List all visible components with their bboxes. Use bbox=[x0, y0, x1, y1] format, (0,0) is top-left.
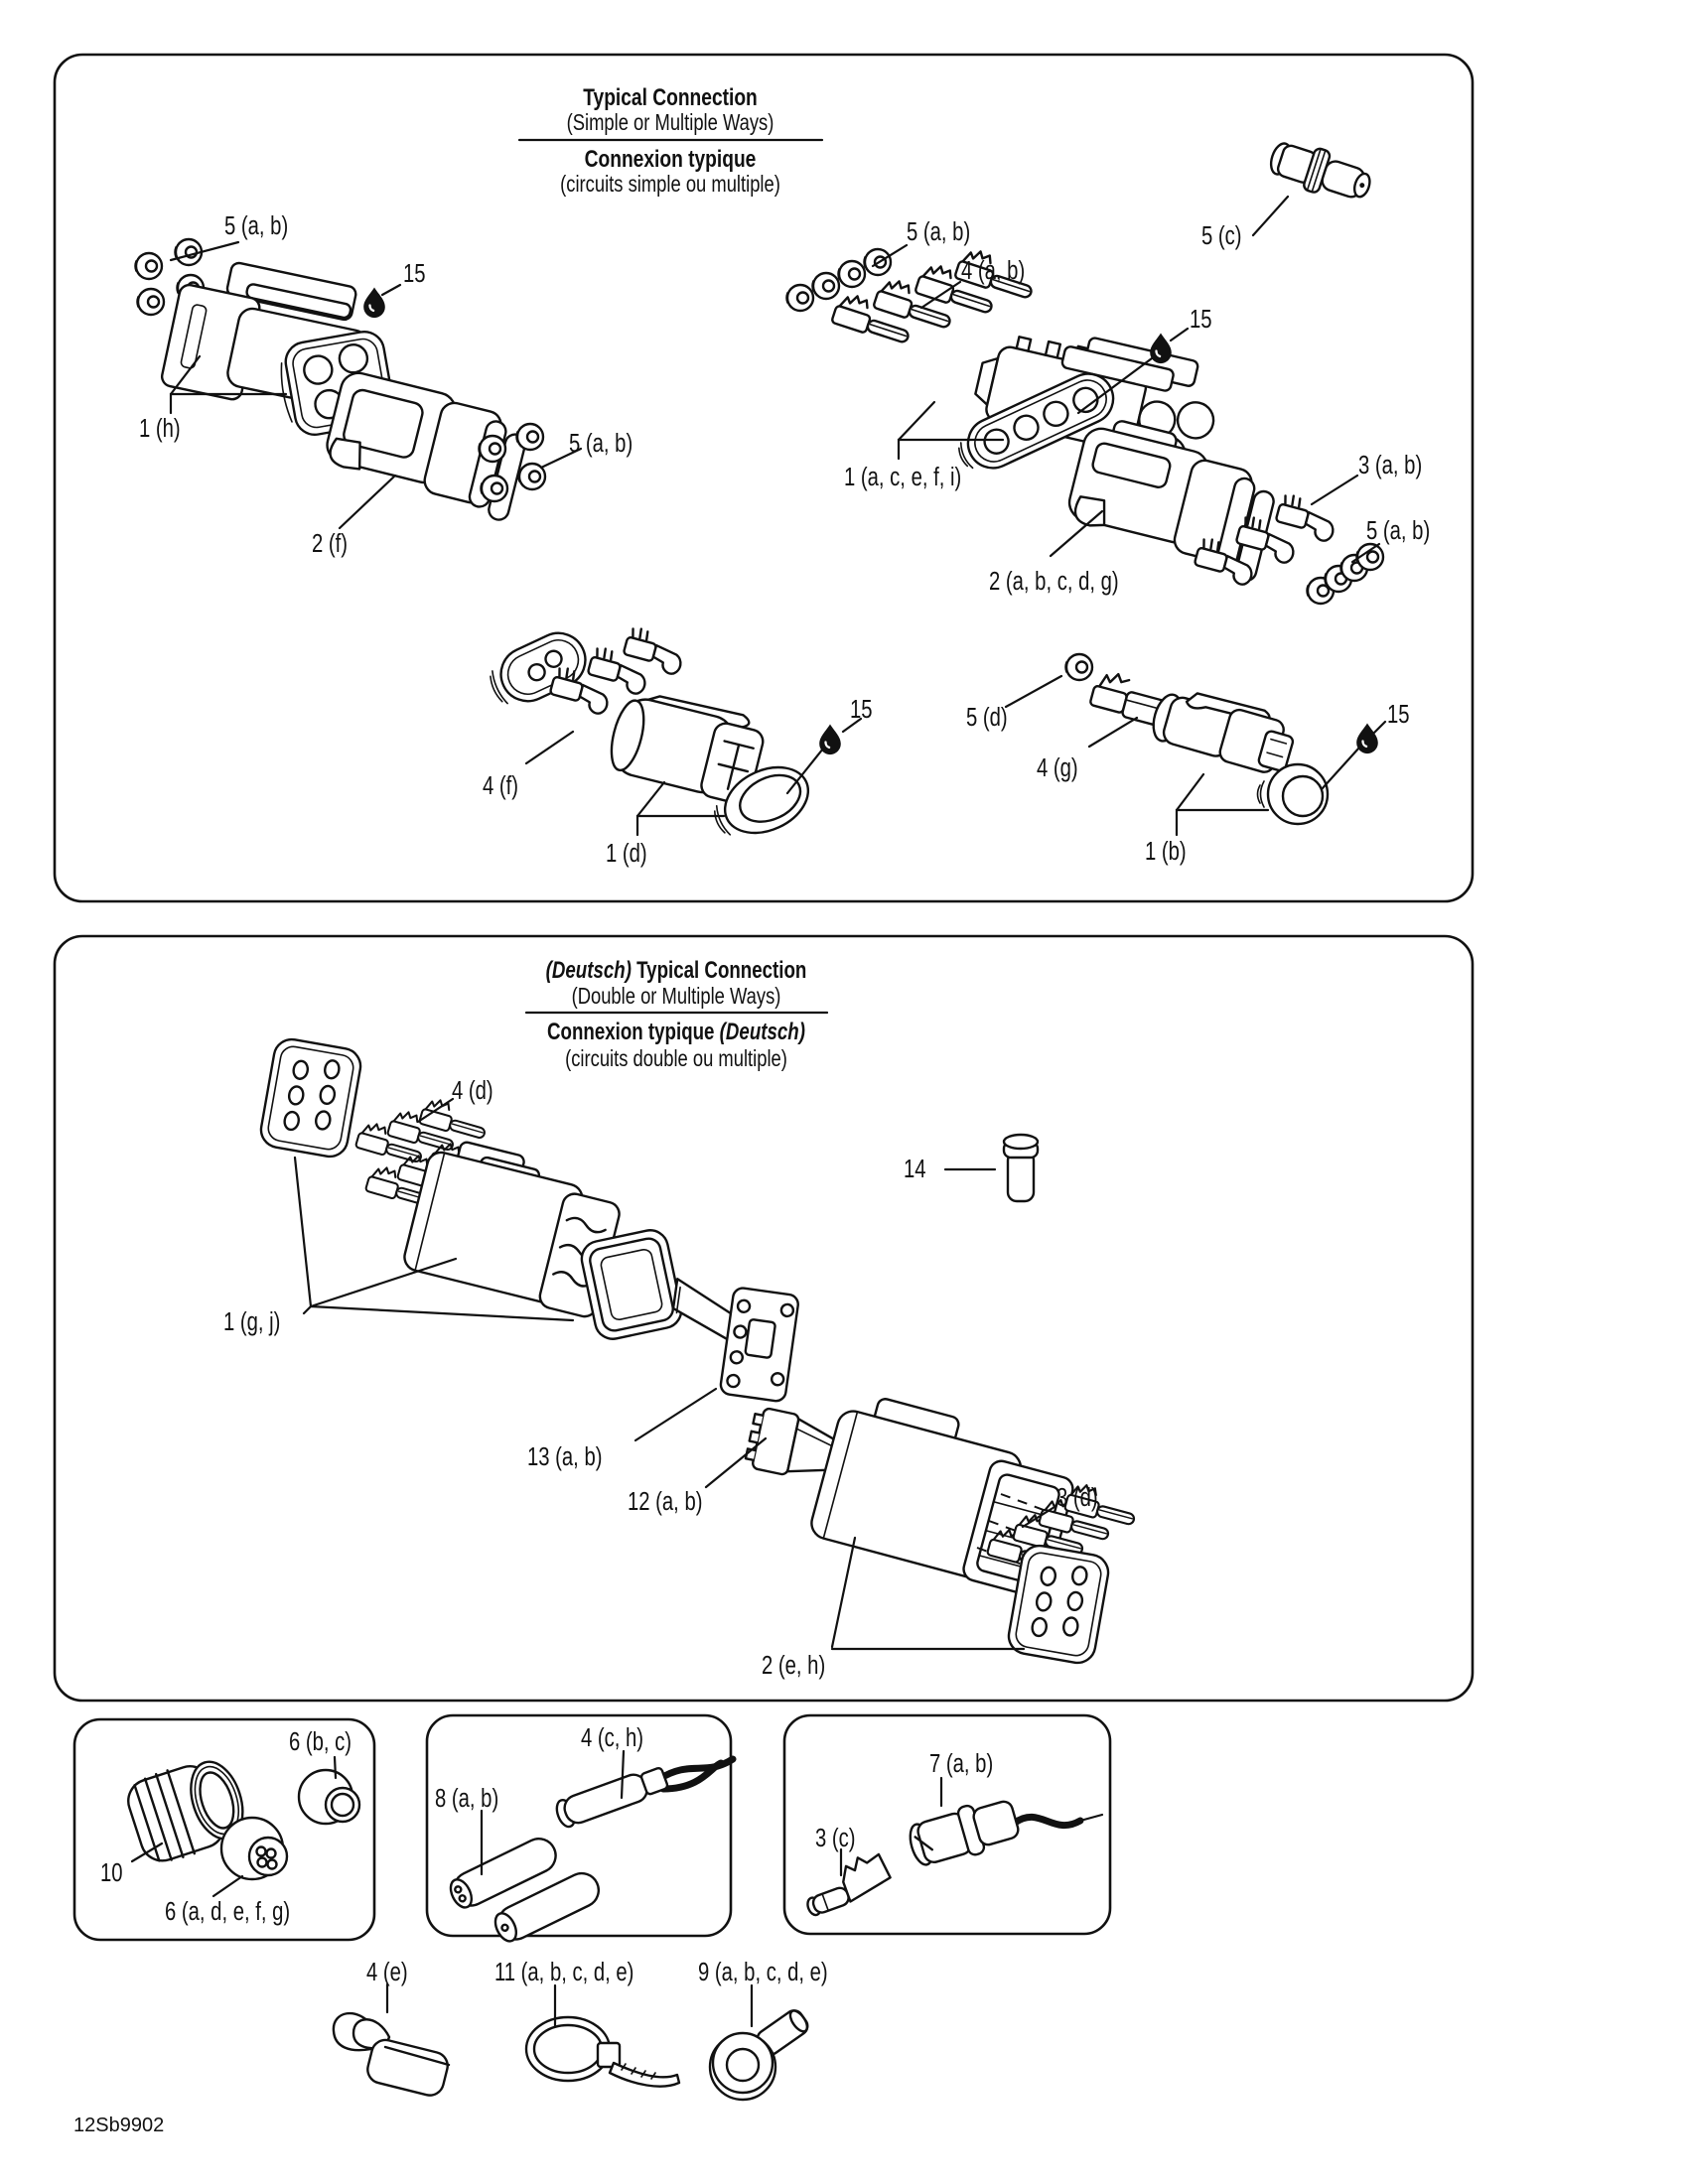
seal-ring-round bbox=[1258, 764, 1329, 824]
grommet-row-far bbox=[1307, 544, 1383, 604]
callout-2f: 2 (f) bbox=[312, 528, 349, 558]
seal-plate-6way-right bbox=[1006, 1543, 1111, 1666]
terminal-4ch bbox=[553, 1764, 669, 1829]
wire bbox=[1015, 1817, 1080, 1825]
callout-2abcdg: 2 (a, b, c, d, g) bbox=[989, 566, 1119, 596]
callout-5ab-mid: 5 (a, b) bbox=[569, 428, 633, 458]
callout-12ab: 12 (a, b) bbox=[628, 1486, 703, 1516]
plug-6bc bbox=[299, 1770, 359, 1824]
callout-5ab-left: 5 (a, b) bbox=[224, 210, 289, 240]
deutsch-title-block bbox=[526, 957, 827, 1072]
seal-plate-6way bbox=[258, 1036, 363, 1160]
seal-square-13 bbox=[579, 1227, 685, 1342]
callout-3ab: 3 (a, b) bbox=[1358, 450, 1423, 479]
callout-5ab-far: 5 (a, b) bbox=[1366, 515, 1431, 545]
callout-3d: 3 (d) bbox=[1056, 1482, 1098, 1512]
callout-6adefg: 6 (a, d, e, f, g) bbox=[165, 1896, 291, 1926]
terminal-4e bbox=[334, 2013, 451, 2099]
callout-8ab: 8 (a, b) bbox=[435, 1783, 499, 1813]
callout-5ab-right: 5 (a, b) bbox=[907, 216, 971, 246]
typical-title-en: Typical Connection bbox=[583, 82, 758, 111]
plug-14 bbox=[1004, 1135, 1038, 1201]
wedge-13ab bbox=[662, 1279, 799, 1402]
terminal-3c bbox=[798, 1849, 894, 1917]
typical-title-block bbox=[519, 83, 822, 198]
connector-housing-1b bbox=[1148, 682, 1299, 778]
callout-1h: 1 (h) bbox=[139, 413, 181, 443]
callout-15-mid: 15 bbox=[850, 694, 873, 724]
callout-11abcde: 11 (a, b, c, d, e) bbox=[494, 1957, 634, 1986]
connector-housing-2abcdg bbox=[1060, 413, 1284, 583]
callout-15-left: 15 bbox=[403, 258, 426, 288]
grommet-5d bbox=[1065, 654, 1092, 680]
callout-10: 10 bbox=[100, 1857, 123, 1887]
deutsch-subtitle-en: (Double or Multiple Ways) bbox=[571, 984, 781, 1010]
callout-5d: 5 (d) bbox=[966, 702, 1008, 732]
callout-4f: 4 (f) bbox=[483, 770, 519, 800]
callout-1b: 1 (b) bbox=[1145, 836, 1187, 866]
callout-7ab: 7 (a, b) bbox=[929, 1748, 994, 1778]
typical-subtitle-fr: (circuits simple ou multiple) bbox=[560, 172, 780, 198]
deutsch-title-fr: Connexion typique (Deutsch) bbox=[547, 1018, 805, 1045]
callout-3c: 3 (c) bbox=[815, 1823, 856, 1852]
callout-15-right: 15 bbox=[1190, 304, 1212, 334]
lubricant-drop-icon bbox=[363, 288, 385, 319]
wire-end bbox=[1080, 1815, 1102, 1821]
plug-6adefg bbox=[221, 1818, 287, 1879]
callout-4g: 4 (g) bbox=[1037, 752, 1078, 782]
callout-2eh: 2 (e, h) bbox=[762, 1650, 826, 1680]
callout-1d: 1 (d) bbox=[606, 838, 647, 868]
callout-14: 14 bbox=[904, 1154, 926, 1183]
deutsch-subtitle-fr: (circuits double ou multiple) bbox=[565, 1046, 787, 1072]
typical-title-fr: Connexion typique bbox=[584, 144, 757, 173]
lubricant-drop-icon bbox=[1356, 724, 1378, 754]
typical-subtitle-en: (Simple or Multiple Ways) bbox=[566, 110, 774, 136]
callout-15-mid-right: 15 bbox=[1387, 699, 1410, 729]
connector-7ab bbox=[905, 1794, 1022, 1871]
ring-terminal-9 bbox=[710, 2007, 811, 2100]
callout-9abcde: 9 (a, b, c, d, e) bbox=[698, 1957, 828, 1986]
callout-4e: 4 (e) bbox=[366, 1957, 408, 1986]
callout-4ab: 4 (a, b) bbox=[961, 255, 1026, 285]
lubricant-drop-icon bbox=[1150, 334, 1172, 364]
callout-5c: 5 (c) bbox=[1201, 220, 1242, 250]
callout-13ab: 13 (a, b) bbox=[527, 1441, 603, 1471]
callout-1gj: 1 (g, j) bbox=[223, 1306, 281, 1336]
terminal-5c bbox=[1266, 135, 1376, 207]
page-code: 12Sb9902 bbox=[73, 2115, 165, 2136]
deutsch-title-en: (Deutsch) Typical Connection bbox=[545, 956, 807, 984]
callout-1acefi: 1 (a, c, e, f, i) bbox=[844, 462, 962, 491]
cable-tie-11 bbox=[526, 2017, 679, 2087]
callout-6bc: 6 (b, c) bbox=[289, 1726, 352, 1756]
callout-4d: 4 (d) bbox=[452, 1075, 493, 1105]
callout-4ch: 4 (c, h) bbox=[581, 1722, 644, 1752]
